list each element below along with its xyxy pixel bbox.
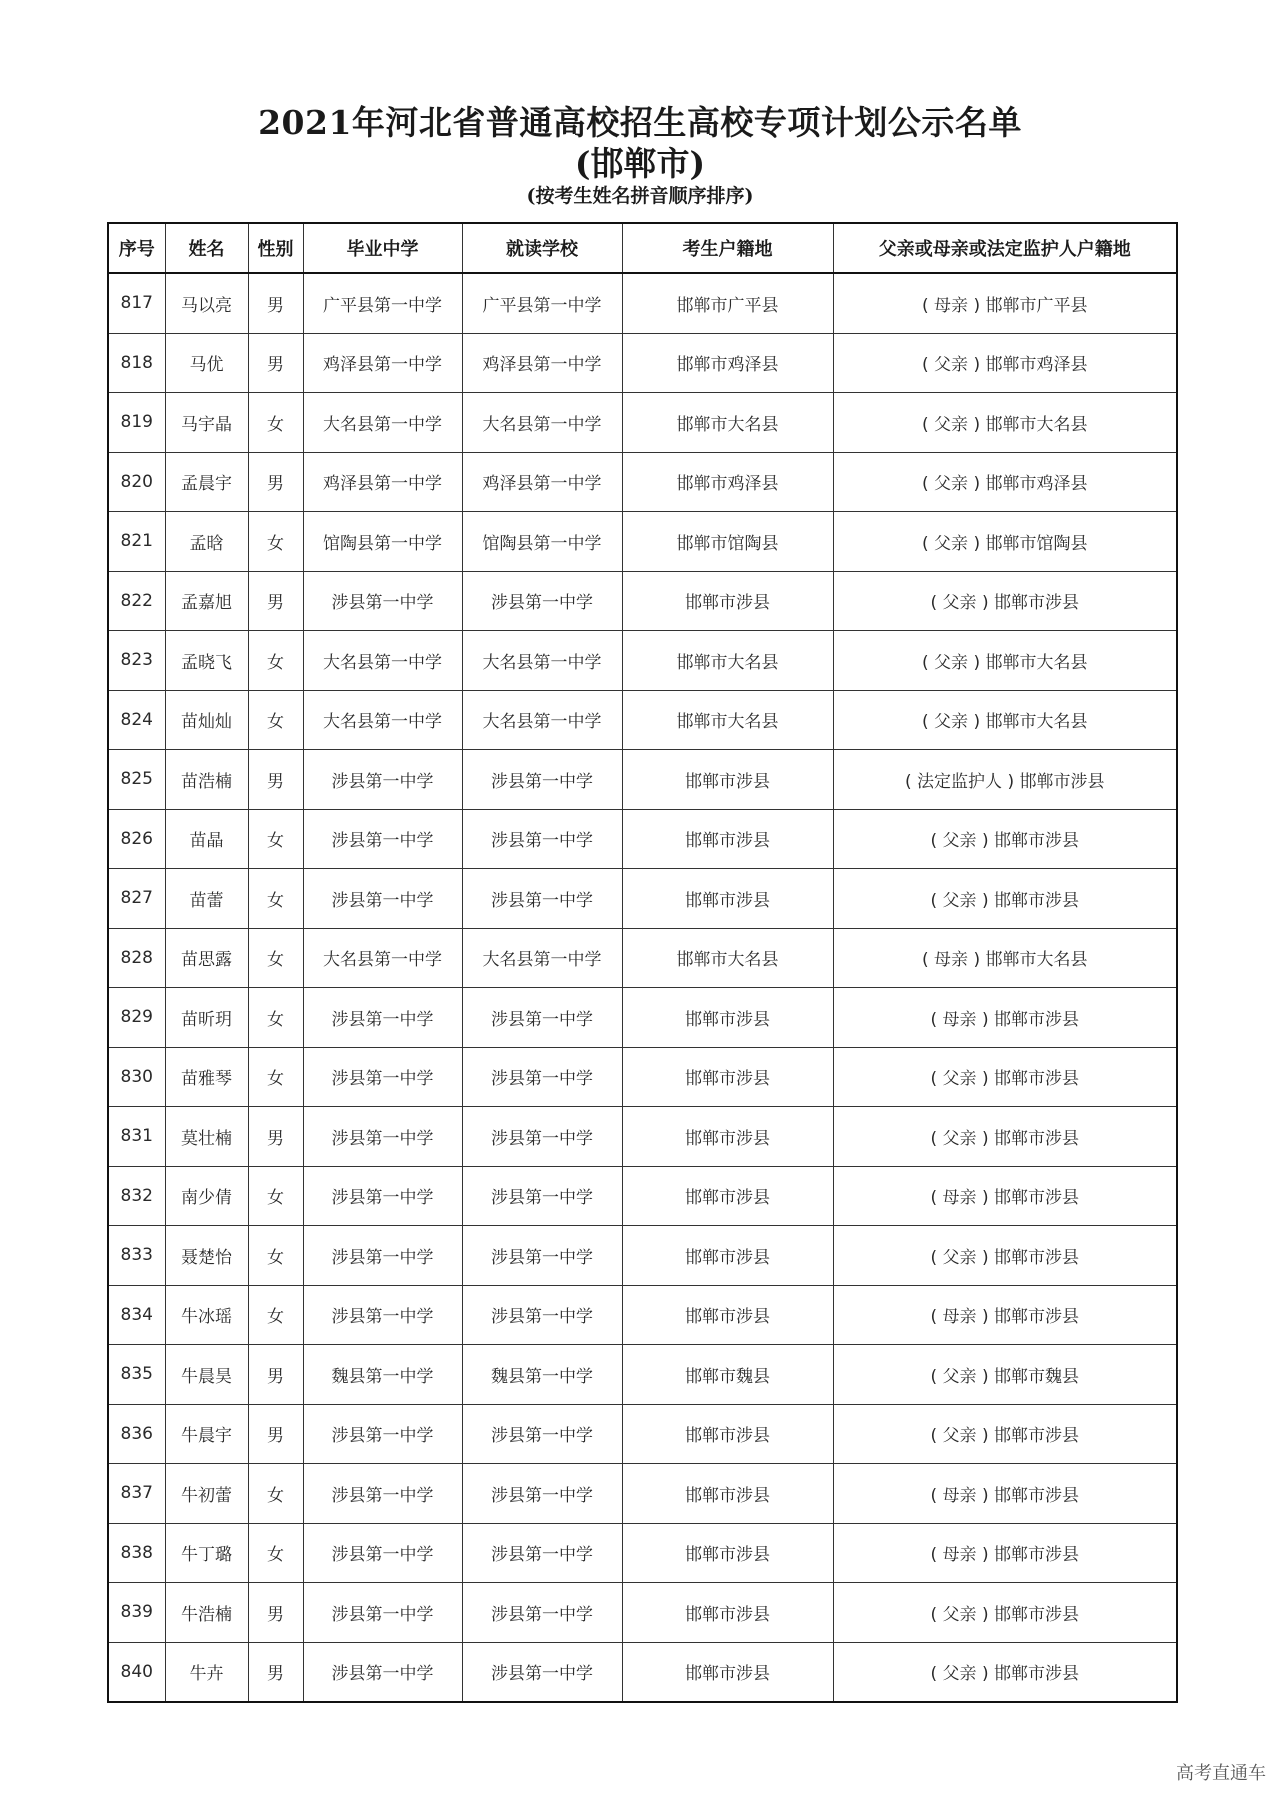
cell-parent-hukou: ( 母亲 ) 邯郸市大名县 [833,928,1177,988]
cell-name: 马宇晶 [165,393,248,453]
cell-graduated-school: 馆陶县第一中学 [303,512,462,572]
cell-gender: 女 [248,1464,303,1524]
table-row [108,1345,1177,1405]
cell-parent-hukou: ( 父亲 ) 邯郸市涉县 [833,1107,1177,1167]
cell-gender: 女 [248,809,303,869]
cell-gender: 男 [248,750,303,810]
cell-seq: 819 [108,393,165,453]
cell-student-hukou: 邯郸市馆陶县 [622,512,833,572]
cell-gender: 女 [248,1285,303,1345]
cell-seq: 824 [108,690,165,750]
cell-parent-hukou: ( 母亲 ) 邯郸市涉县 [833,1285,1177,1345]
table-row [108,333,1177,393]
table-row [108,928,1177,988]
header-row [108,223,1177,273]
cell-seq: 817 [108,273,165,333]
cell-name: 牛晨昊 [165,1345,248,1405]
cell-seq: 828 [108,928,165,988]
cell-seq: 839 [108,1583,165,1643]
header-seq: 序号 [108,223,165,273]
cell-name: 苗昕玥 [165,988,248,1048]
cell-name: 牛冰瑶 [165,1285,248,1345]
cell-current-school: 大名县第一中学 [462,928,622,988]
cell-student-hukou: 邯郸市大名县 [622,690,833,750]
cell-graduated-school: 涉县第一中学 [303,1166,462,1226]
table-row [108,1464,1177,1524]
cell-name: 牛丁璐 [165,1523,248,1583]
table-row [108,1583,1177,1643]
cell-name: 苗浩楠 [165,750,248,810]
cell-name: 苗思露 [165,928,248,988]
header-current-school: 就读学校 [462,223,622,273]
watermark: 高考直通车 [1176,1763,1266,1784]
cell-gender: 女 [248,928,303,988]
cell-graduated-school: 鸡泽县第一中学 [303,452,462,512]
cell-gender: 女 [248,869,303,929]
cell-gender: 男 [248,1404,303,1464]
cell-graduated-school: 大名县第一中学 [303,928,462,988]
cell-gender: 男 [248,571,303,631]
cell-student-hukou: 邯郸市涉县 [622,809,833,869]
cell-gender: 男 [248,273,303,333]
cell-seq: 833 [108,1226,165,1286]
cell-graduated-school: 涉县第一中学 [303,571,462,631]
cell-parent-hukou: ( 父亲 ) 邯郸市涉县 [833,571,1177,631]
cell-name: 苗雅琴 [165,1047,248,1107]
cell-graduated-school: 涉县第一中学 [303,809,462,869]
cell-student-hukou: 邯郸市涉县 [622,1464,833,1524]
cell-name: 牛卉 [165,1642,248,1702]
cell-seq: 821 [108,512,165,572]
cell-current-school: 大名县第一中学 [462,631,622,691]
cell-gender: 女 [248,512,303,572]
cell-parent-hukou: ( 父亲 ) 邯郸市涉县 [833,1047,1177,1107]
cell-current-school: 涉县第一中学 [462,869,622,929]
cell-gender: 男 [248,1345,303,1405]
cell-current-school: 涉县第一中学 [462,1404,622,1464]
header-parent-hukou: 父亲或母亲或法定监护人户籍地 [833,223,1177,273]
table-row [108,452,1177,512]
cell-gender: 男 [248,1107,303,1167]
cell-graduated-school: 涉县第一中学 [303,1642,462,1702]
cell-name: 聂楚怡 [165,1226,248,1286]
cell-seq: 822 [108,571,165,631]
table-row [108,1166,1177,1226]
cell-seq: 834 [108,1285,165,1345]
cell-graduated-school: 鸡泽县第一中学 [303,333,462,393]
cell-graduated-school: 涉县第一中学 [303,1464,462,1524]
table-row [108,1226,1177,1286]
table-row [108,1523,1177,1583]
cell-student-hukou: 邯郸市涉县 [622,1642,833,1702]
table-row [108,1047,1177,1107]
cell-parent-hukou: ( 父亲 ) 邯郸市大名县 [833,393,1177,453]
header-name: 姓名 [165,223,248,273]
cell-gender: 女 [248,1523,303,1583]
cell-seq: 837 [108,1464,165,1524]
cell-name: 孟晗 [165,512,248,572]
cell-parent-hukou: ( 父亲 ) 邯郸市大名县 [833,690,1177,750]
cell-current-school: 涉县第一中学 [462,1583,622,1643]
cell-current-school: 涉县第一中学 [462,1285,622,1345]
cell-current-school: 涉县第一中学 [462,1523,622,1583]
table-row [108,1404,1177,1464]
cell-gender: 男 [248,1642,303,1702]
cell-gender: 女 [248,393,303,453]
cell-student-hukou: 邯郸市涉县 [622,1583,833,1643]
cell-student-hukou: 邯郸市涉县 [622,571,833,631]
cell-gender: 男 [248,1583,303,1643]
table-row [108,750,1177,810]
cell-seq: 829 [108,988,165,1048]
cell-seq: 823 [108,631,165,691]
header-student-hukou: 考生户籍地 [622,223,833,273]
cell-current-school: 涉县第一中学 [462,1226,622,1286]
cell-seq: 827 [108,869,165,929]
page-title: 2021年河北省普通高校招生高校专项计划公示名单 [258,103,1022,142]
cell-graduated-school: 大名县第一中学 [303,690,462,750]
cell-name: 苗蕾 [165,869,248,929]
cell-graduated-school: 涉县第一中学 [303,1523,462,1583]
cell-student-hukou: 邯郸市涉县 [622,1404,833,1464]
table-row [108,869,1177,929]
header-gender: 性别 [248,223,303,273]
cell-current-school: 馆陶县第一中学 [462,512,622,572]
cell-current-school: 涉县第一中学 [462,1166,622,1226]
cell-seq: 830 [108,1047,165,1107]
cell-current-school: 涉县第一中学 [462,988,622,1048]
cell-seq: 826 [108,809,165,869]
cell-student-hukou: 邯郸市涉县 [622,750,833,810]
cell-graduated-school: 广平县第一中学 [303,273,462,333]
cell-graduated-school: 大名县第一中学 [303,631,462,691]
cell-student-hukou: 邯郸市大名县 [622,393,833,453]
cell-parent-hukou: ( 父亲 ) 邯郸市涉县 [833,1642,1177,1702]
cell-seq: 820 [108,452,165,512]
cell-gender: 女 [248,1226,303,1286]
cell-gender: 男 [248,452,303,512]
cell-name: 苗晶 [165,809,248,869]
cell-parent-hukou: ( 父亲 ) 邯郸市鸡泽县 [833,452,1177,512]
table-row [108,273,1177,333]
cell-parent-hukou: ( 法定监护人 ) 邯郸市涉县 [833,750,1177,810]
cell-parent-hukou: ( 父亲 ) 邯郸市涉县 [833,1226,1177,1286]
header-graduated-school: 毕业中学 [303,223,462,273]
cell-seq: 835 [108,1345,165,1405]
cell-parent-hukou: ( 父亲 ) 邯郸市大名县 [833,631,1177,691]
table-row [108,988,1177,1048]
cell-name: 马以亮 [165,273,248,333]
cell-name: 牛初蕾 [165,1464,248,1524]
table-row [108,631,1177,691]
cell-name: 苗灿灿 [165,690,248,750]
cell-name: 孟晓飞 [165,631,248,691]
cell-parent-hukou: ( 父亲 ) 邯郸市涉县 [833,809,1177,869]
cell-name: 莫壮楠 [165,1107,248,1167]
cell-student-hukou: 邯郸市涉县 [622,1285,833,1345]
table-body [108,273,1177,1702]
cell-parent-hukou: ( 母亲 ) 邯郸市广平县 [833,273,1177,333]
cell-student-hukou: 邯郸市涉县 [622,1226,833,1286]
cell-graduated-school: 涉县第一中学 [303,1583,462,1643]
cell-student-hukou: 邯郸市鸡泽县 [622,333,833,393]
cell-seq: 831 [108,1107,165,1167]
cell-parent-hukou: ( 母亲 ) 邯郸市涉县 [833,1464,1177,1524]
cell-seq: 825 [108,750,165,810]
table-row [108,809,1177,869]
cell-parent-hukou: ( 父亲 ) 邯郸市鸡泽县 [833,333,1177,393]
cell-graduated-school: 涉县第一中学 [303,869,462,929]
cell-student-hukou: 邯郸市大名县 [622,631,833,691]
table-row [108,1285,1177,1345]
cell-graduated-school: 涉县第一中学 [303,988,462,1048]
cell-name: 孟晨宇 [165,452,248,512]
cell-student-hukou: 邯郸市涉县 [622,1107,833,1167]
roster-table [107,222,1178,1703]
cell-graduated-school: 大名县第一中学 [303,393,462,453]
cell-parent-hukou: ( 母亲 ) 邯郸市涉县 [833,1523,1177,1583]
cell-parent-hukou: ( 母亲 ) 邯郸市涉县 [833,988,1177,1048]
cell-gender: 女 [248,1166,303,1226]
cell-seq: 838 [108,1523,165,1583]
cell-current-school: 鸡泽县第一中学 [462,333,622,393]
cell-parent-hukou: ( 父亲 ) 邯郸市馆陶县 [833,512,1177,572]
cell-current-school: 涉县第一中学 [462,1464,622,1524]
table-row [108,690,1177,750]
cell-current-school: 大名县第一中学 [462,393,622,453]
cell-parent-hukou: ( 父亲 ) 邯郸市涉县 [833,1404,1177,1464]
cell-current-school: 涉县第一中学 [462,1107,622,1167]
cell-student-hukou: 邯郸市涉县 [622,1523,833,1583]
cell-student-hukou: 邯郸市魏县 [622,1345,833,1405]
cell-student-hukou: 邯郸市广平县 [622,273,833,333]
cell-current-school: 魏县第一中学 [462,1345,622,1405]
table-row [108,571,1177,631]
cell-graduated-school: 魏县第一中学 [303,1345,462,1405]
cell-graduated-school: 涉县第一中学 [303,750,462,810]
cell-current-school: 涉县第一中学 [462,809,622,869]
table-row [108,1107,1177,1167]
cell-parent-hukou: ( 父亲 ) 邯郸市魏县 [833,1345,1177,1405]
sort-note: (按考生姓名拼音顺序排序) [526,185,754,207]
cell-graduated-school: 涉县第一中学 [303,1226,462,1286]
cell-name: 孟嘉旭 [165,571,248,631]
cell-current-school: 涉县第一中学 [462,750,622,810]
cell-graduated-school: 涉县第一中学 [303,1404,462,1464]
cell-name: 南少倩 [165,1166,248,1226]
cell-student-hukou: 邯郸市涉县 [622,988,833,1048]
cell-current-school: 涉县第一中学 [462,1047,622,1107]
table-row [108,1642,1177,1702]
cell-current-school: 大名县第一中学 [462,690,622,750]
cell-graduated-school: 涉县第一中学 [303,1107,462,1167]
cell-gender: 女 [248,1047,303,1107]
page-subtitle: (邯郸市) [574,144,706,183]
cell-student-hukou: 邯郸市涉县 [622,1166,833,1226]
cell-current-school: 鸡泽县第一中学 [462,452,622,512]
cell-seq: 836 [108,1404,165,1464]
table-row [108,393,1177,453]
cell-seq: 832 [108,1166,165,1226]
cell-current-school: 涉县第一中学 [462,1642,622,1702]
cell-name: 马优 [165,333,248,393]
cell-student-hukou: 邯郸市涉县 [622,869,833,929]
cell-parent-hukou: ( 父亲 ) 邯郸市涉县 [833,1583,1177,1643]
cell-student-hukou: 邯郸市大名县 [622,928,833,988]
cell-current-school: 涉县第一中学 [462,571,622,631]
cell-parent-hukou: ( 父亲 ) 邯郸市涉县 [833,869,1177,929]
cell-gender: 女 [248,988,303,1048]
cell-seq: 840 [108,1642,165,1702]
table-row [108,512,1177,572]
cell-graduated-school: 涉县第一中学 [303,1047,462,1107]
cell-name: 牛晨宇 [165,1404,248,1464]
cell-graduated-school: 涉县第一中学 [303,1285,462,1345]
cell-student-hukou: 邯郸市鸡泽县 [622,452,833,512]
cell-current-school: 广平县第一中学 [462,273,622,333]
cell-gender: 女 [248,690,303,750]
cell-gender: 男 [248,333,303,393]
cell-gender: 女 [248,631,303,691]
cell-seq: 818 [108,333,165,393]
table-header [108,223,1177,273]
cell-name: 牛浩楠 [165,1583,248,1643]
cell-parent-hukou: ( 母亲 ) 邯郸市涉县 [833,1166,1177,1226]
cell-student-hukou: 邯郸市涉县 [622,1047,833,1107]
